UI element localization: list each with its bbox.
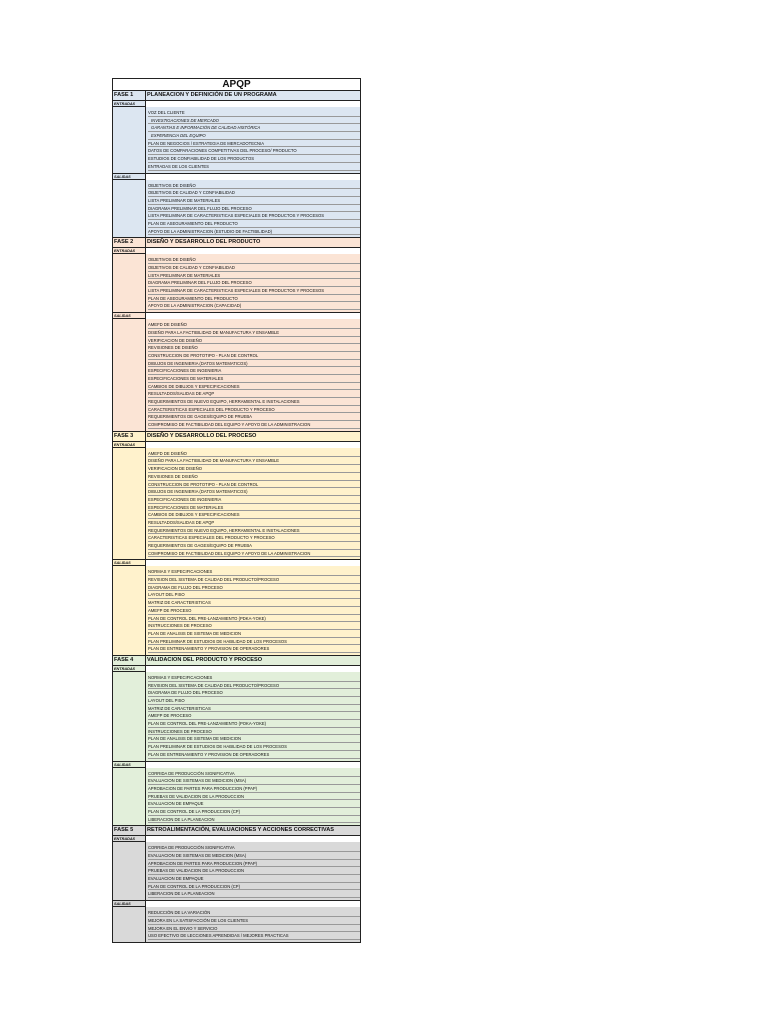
section-margin <box>113 672 146 762</box>
section-margin <box>113 448 146 561</box>
list-item: REQUERIMIENTOS DE GAGES/EQUIPO DE PRUEBA <box>148 413 360 421</box>
list-item: APROBACION DE PARTES PARA PRODUCCION (PPAP) <box>148 860 360 868</box>
section-margin <box>113 107 146 174</box>
list-item: EVALUACION DE EMPAQUE <box>148 800 360 808</box>
list-item: PLAN DE CONTROL DE LA PRODUCCION (CP) <box>148 808 360 816</box>
list-item: NORMAS Y ESPECIFICACIONES <box>148 674 360 682</box>
salidas-section <box>113 180 360 239</box>
list-item: REQUERIMIENTOS DE GAGES/EQUIPO DE PRUEBA <box>148 542 360 550</box>
entradas-section <box>113 842 360 901</box>
list-item: APOYO DE LA ADMINISTRACION (ESTUDIO DE FACTIBILIDAD) <box>148 228 360 236</box>
list-item: REVISIONES DE DISEÑO <box>148 473 360 481</box>
salidas-label: SALIDAS <box>113 313 146 319</box>
list-item: MEJORA EN LA SATISFACCIÓN DE LOS CLIENTES <box>148 917 360 925</box>
phase-number: FASE 5 <box>113 826 146 835</box>
list-item: ESPECIFICACIONES DE MATERIALES <box>148 504 360 512</box>
list-item: AMEFP DE PROCESO <box>148 712 360 720</box>
list-item: CAMBIOS DE DIBUJOS Y ESPECIFICACIONES <box>148 383 360 391</box>
list-item: DIAGRAMA PRELIMINAR DEL FLUJO DEL PROCESO <box>148 279 360 287</box>
list-item: LAYOUT DEL PISO <box>148 591 360 599</box>
list-item: USO EFECTIVO DE LECCIONES APRENDIDAS / MEJORES PRACTICAS <box>148 932 360 940</box>
list-item: PLAN DE ASEGURAMIENTO DEL PRODUCTO <box>148 295 360 303</box>
list-item: MEJORA EN EL ENVIO Y SERVICIO <box>148 925 360 933</box>
salidas-label: SALIDAS <box>113 901 146 907</box>
phases-container <box>113 91 360 943</box>
list-item: DIAGRAMA DE FLUJO DEL PROCESO <box>148 584 360 592</box>
phase-header <box>113 826 360 836</box>
phase-name: RETROALIMENTACIÓN, EVALUACIONES Y ACCIONES CORRECTIVAS <box>147 827 334 834</box>
list-item: EVALUACION DE SISTEMAS DE MEDICION (MSA) <box>148 852 360 860</box>
list-item: EVALUACION DE SISTEMAS DE MEDICION (MSA) <box>148 777 360 785</box>
section-margin <box>113 254 146 313</box>
entradas-list <box>146 254 360 313</box>
list-item: INVESTIGACIONES DE MERCADO <box>148 117 360 125</box>
salidas-list <box>146 768 360 827</box>
phase-name: PLANEACION Y DEFINICIÓN DE UN PROGRAMA <box>147 92 277 98</box>
list-item: CONSTRUCCION DE PROTOTIPO - PLAN DE CONTROL <box>148 352 360 360</box>
list-item: LISTA PRELIMINAR DE CARACTERISTICAS ESPECIALES DE PRODUCTOS Y PROCESOS <box>148 287 360 295</box>
list-item: AMEFD DE DISEÑO <box>148 321 360 329</box>
list-item: LISTA PRELIMINAR DE CARACTERISTICAS ESPECIALES DE PRODUCTOS Y PROCESOS <box>148 212 360 220</box>
entradas-section <box>113 448 360 561</box>
list-item: PLAN DE CONTROL DEL PRE-LANZAMIENTO (POKA-YOKE) <box>148 720 360 728</box>
entradas-list <box>146 672 360 762</box>
list-item: RESULTADOS/SALIDAS DE APQP <box>148 390 360 398</box>
list-item: OBJETIVOS DE DISEÑO <box>148 182 360 190</box>
list-item: DATOS DE COMPARACIONES COMPETITIVAS DEL PROCESO/ PRODUCTO <box>148 147 360 155</box>
list-item: PLAN DE CONTROL DE LA PRODUCCION (CP) <box>148 883 360 891</box>
entradas-section <box>113 107 360 174</box>
entradas-list <box>146 842 360 901</box>
list-item: CONSTRUCCION DE PROTOTIPO - PLAN DE CONTROL <box>148 481 360 489</box>
phase-number: FASE 1 <box>113 91 146 100</box>
phase-header <box>113 656 360 666</box>
list-item: MATRIZ DE CARACTERISTICAS <box>148 705 360 713</box>
list-item: AMEFP DE PROCESO <box>148 607 360 615</box>
list-item: EXPERIENCIA DEL EQUIPO <box>148 132 360 140</box>
list-item: APOYO DE LA ADMINISTRACION (CAPACIDAD) <box>148 302 360 310</box>
list-item: OBJETIVOS DE CALIDAD Y CONFIABILIDAD <box>148 264 360 272</box>
sheet-title: APQP <box>113 79 360 91</box>
list-item: VERIFICACION DE DISEÑO <box>148 465 360 473</box>
list-item: PRUEBAS DE VALIDACION DE LA PRODUCCION <box>148 793 360 801</box>
list-item: DIBUJOS DE INGENIERIA (DATOS MATEMATICOS) <box>148 488 360 496</box>
list-item: MATRIZ DE CARACTERISTICAS <box>148 599 360 607</box>
salidas-section <box>113 319 360 432</box>
list-item: GARANTIAS E INFORMACIÓN DE CALIDAD HISTÓRICA <box>148 124 360 132</box>
list-item: REQUERIMIENTOS DE NUEVO EQUIPO, HERRAMIENTAL E INSTALACIONES <box>148 527 360 535</box>
list-item: ENTRADAS DE LOS CLIENTES <box>148 163 360 171</box>
list-item: INSTRUCCIONES DE PROCESO <box>148 622 360 630</box>
list-item: CORRIDA DE PRODUCCIÓN SIGNIFICATIVA <box>148 844 360 852</box>
list-item: DIBUJOS DE INGENIERIA (DATOS MATEMATICOS) <box>148 360 360 368</box>
salidas-list <box>146 566 360 656</box>
apqp-sheet <box>112 78 361 943</box>
section-margin <box>113 842 146 901</box>
list-item: DIAGRAMA PRELIMINAR DEL FLUJO DEL PROCESO <box>148 205 360 213</box>
salidas-label: SALIDAS <box>113 762 146 768</box>
phase-number: FASE 4 <box>113 656 146 665</box>
list-item: DIAGRAMA DE FLUJO DEL PROCESO <box>148 689 360 697</box>
list-item: REVISION DEL SISTEMA DE CALIDAD DEL PRODUCTO/PROCESO <box>148 576 360 584</box>
list-item: DISEÑO PARA LA FACTIBILIDAD DE MANUFACTURA Y ENSAMBLE <box>148 457 360 465</box>
list-item: VERIFICACION DE DISEÑO <box>148 337 360 345</box>
list-item: INSTRUCCIONES DE PROCESO <box>148 728 360 736</box>
salidas-list <box>146 180 360 239</box>
list-item: COMPROMISO DE FACTIBILIDAD DEL EQUIPO Y APOYO DE LA ADMINISTRACION <box>148 550 360 558</box>
salidas-section <box>113 566 360 656</box>
section-margin <box>113 566 146 656</box>
list-item: CARACTERISTICAS ESPECIALES DEL PRODUCTO Y PROCESO <box>148 534 360 542</box>
phase-header <box>113 91 360 101</box>
list-item: PLAN DE ENTRENAMIENTO Y PROVISION DE OPERADORES <box>148 751 360 759</box>
section-margin <box>113 768 146 827</box>
list-item: ESPECIFICACIONES DE INGENIERIA <box>148 367 360 375</box>
list-item: PLAN PRELIMINAR DE ESTUDIOS DE HABILIDAD DE LOS PROCESOS <box>148 743 360 751</box>
list-item: LIBERACION DE LA PLANEACION <box>148 816 360 824</box>
phase-name: VALIDACION DEL PRODUCTO Y PROCESO <box>147 656 263 663</box>
list-item: REDUCCIÓN DE LA VARIACIÓN <box>148 909 360 917</box>
section-margin <box>113 907 146 943</box>
entradas-label: ENTRADAS <box>113 836 146 842</box>
entradas-list <box>146 107 360 174</box>
section-margin <box>113 180 146 239</box>
salidas-label: SALIDAS <box>113 174 146 180</box>
entradas-section <box>113 254 360 313</box>
phase-name: DISEÑO Y DESARROLLO DEL PROCESO <box>147 432 257 439</box>
list-item: PLAN DE NEGOCIOS / ESTRATEGIA DE MERCADOTECNIA <box>148 140 360 148</box>
salidas-section <box>113 907 360 943</box>
entradas-label: ENTRADAS <box>113 248 146 254</box>
entradas-label: ENTRADAS <box>113 442 146 448</box>
list-item: LISTA PRELIMINAR DE MATERIALES <box>148 272 360 280</box>
list-item: VOZ DEL CLIENTE <box>148 109 360 117</box>
phase-header <box>113 432 360 442</box>
list-item: REVISION DEL SISTEMA DE CALIDAD DEL PRODUCTO/PROCESO <box>148 682 360 690</box>
entradas-section <box>113 672 360 762</box>
list-item: ESPECIFICACIONES DE INGENIERIA <box>148 496 360 504</box>
list-item: APROBACION DE PARTES PARA PRODUCCION (PPAP) <box>148 785 360 793</box>
section-margin <box>113 319 146 432</box>
phase-number: FASE 2 <box>113 238 146 247</box>
list-item: PLAN DE ASEGURAMIENTO DEL PRODUCTO <box>148 220 360 228</box>
phase-name: DISEÑO Y DESARROLLO DEL PRODUCTO <box>147 239 261 246</box>
list-item: CORRIDA DE PRODUCCIÓN SIGNIFICATIVA <box>148 770 360 778</box>
entradas-list <box>146 448 360 561</box>
list-item: EVALUACION DE EMPAQUE <box>148 875 360 883</box>
phase-header <box>113 238 360 248</box>
list-item: PLAN PRELIMINAR DE ESTUDIOS DE HABILIDAD DE LOS PROCESOS <box>148 638 360 646</box>
list-item: CAMBIOS DE DIBUJOS Y ESPECIFICACIONES <box>148 511 360 519</box>
list-item: PRUEBAS DE VALIDACION DE LA PRODUCCION <box>148 867 360 875</box>
salidas-section <box>113 768 360 827</box>
list-item: ESPECIFICACIONES DE MATERIALES <box>148 375 360 383</box>
list-item: PLAN DE ANALISIS DE SISTEMA DE MEDICION <box>148 630 360 638</box>
list-item: OBJETIVOS DE CALIDAD Y CONFIABILIDAD <box>148 189 360 197</box>
list-item: OBJETIVOS DE DISEÑO <box>148 256 360 264</box>
list-item: LAYOUT DEL PISO <box>148 697 360 705</box>
list-item: NORMAS Y ESPECIFICACIONES <box>148 568 360 576</box>
list-item: COMPROMISO DE FACTIBILIDAD DEL EQUIPO Y APOYO DE LA ADMINISTRACION <box>148 421 360 429</box>
salidas-list <box>146 319 360 432</box>
list-item: DISEÑO PARA LA FACTIBILIDAD DE MANUFACTURA Y ENSAMBLE <box>148 329 360 337</box>
list-item: ESTUDIOS DE CONFIABILIDAD DE LOS PRODUCTOS <box>148 155 360 163</box>
list-item: REQUERIMIENTOS DE NUEVO EQUIPO, HERRAMIENTAL E INSTALACIONES <box>148 398 360 406</box>
entradas-label: ENTRADAS <box>113 101 146 107</box>
salidas-label: SALIDAS <box>113 560 146 566</box>
list-item: PLAN DE CONTROL DEL PRE-LANZAMIENTO (PDKA-YOKE) <box>148 615 360 623</box>
list-item: REVISIONES DE DISEÑO <box>148 344 360 352</box>
salidas-list <box>146 907 360 943</box>
list-item: AMEFD DE DISEÑO <box>148 450 360 458</box>
entradas-label: ENTRADAS <box>113 666 146 672</box>
list-item: LISTA PRELIMINAR DE MATERIALES <box>148 197 360 205</box>
list-item: RESULTADOS/SALIDAS DE APQP <box>148 519 360 527</box>
list-item: LIBERACION DE LA PLANEACION <box>148 890 360 898</box>
phase-number: FASE 3 <box>113 432 146 441</box>
list-item: PLAN DE ENTRENAMIENTO Y PROVISION DE OPERADORES <box>148 645 360 653</box>
list-item: CARACTERISTICAS ESPECIALES DEL PRODUCTO Y PROCESO <box>148 406 360 414</box>
list-item: PLAN DE ANALISIS DE SISTEMA DE MEDICION <box>148 735 360 743</box>
